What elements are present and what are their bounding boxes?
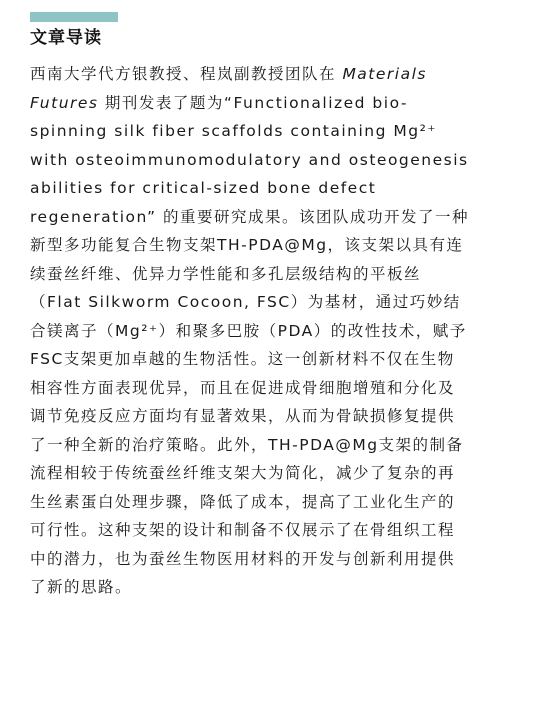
body-line: regeneration” 的重要研究成果。该团队成功开发了一种 — [30, 207, 469, 226]
section-heading: 文章导读 — [30, 28, 102, 48]
body-line: 新型多功能复合生物支架TH-PDA@Mg，该支架以具有连 — [30, 236, 464, 254]
body-line — [30, 89, 530, 118]
article-intro-section — [30, 12, 530, 602]
body-line: 合镁离子（Mg²⁺）和聚多巴胺（PDA）的改性技术，赋予 — [30, 321, 467, 340]
body-line: spinning silk fiber scaffolds containing Mg²⁺ — [30, 122, 437, 140]
journal-name-part: Futures — [30, 93, 99, 112]
body-line: （Flat Silkworm Cocoon, FSC）为基材，通过巧妙结 — [30, 293, 461, 311]
body-line: abilities for critical-sized bone defect — [30, 179, 377, 197]
body-line-text: 期刊发表了题为“Functionalized bio- — [98, 93, 408, 112]
body-line: 中的潜力，也为蚕丝生物医用材料的开发与创新利用提供 — [30, 549, 456, 568]
body-line-text: 西南大学代方银教授、程岚副教授团队在 — [30, 65, 343, 83]
body-line — [30, 60, 530, 89]
body-line: 相容性方面表现优异，而且在促进成骨细胞增殖和分化及 — [30, 378, 456, 397]
heading-accent-bar — [30, 12, 118, 22]
body-line: 了新的思路。 — [30, 578, 133, 596]
article-body — [30, 60, 530, 602]
body-line: with osteoimmunomodulatory and osteogenesis — [30, 150, 469, 169]
journal-name-part: Materials — [342, 65, 427, 83]
body-line: 了一种全新的治疗策略。此外，TH-PDA@Mg支架的制备 — [30, 435, 464, 454]
body-line: 续蚕丝纤维、优异力学性能和多孔层级结构的平板丝 — [30, 264, 422, 283]
body-line: 流程相较于传统蚕丝纤维支架大为简化，减少了复杂的再 — [30, 464, 456, 482]
body-line: FSC支架更加卓越的生物活性。这一创新材料不仅在生物 — [30, 350, 455, 368]
body-line: 可行性。这种支架的设计和制备不仅展示了在骨组织工程 — [30, 521, 456, 539]
body-line: 生丝素蛋白处理步骤，降低了成本，提高了工业化生产的 — [30, 492, 456, 511]
body-line: 调节免疫反应方面均有显著效果，从而为骨缺损修复提供 — [30, 407, 456, 425]
